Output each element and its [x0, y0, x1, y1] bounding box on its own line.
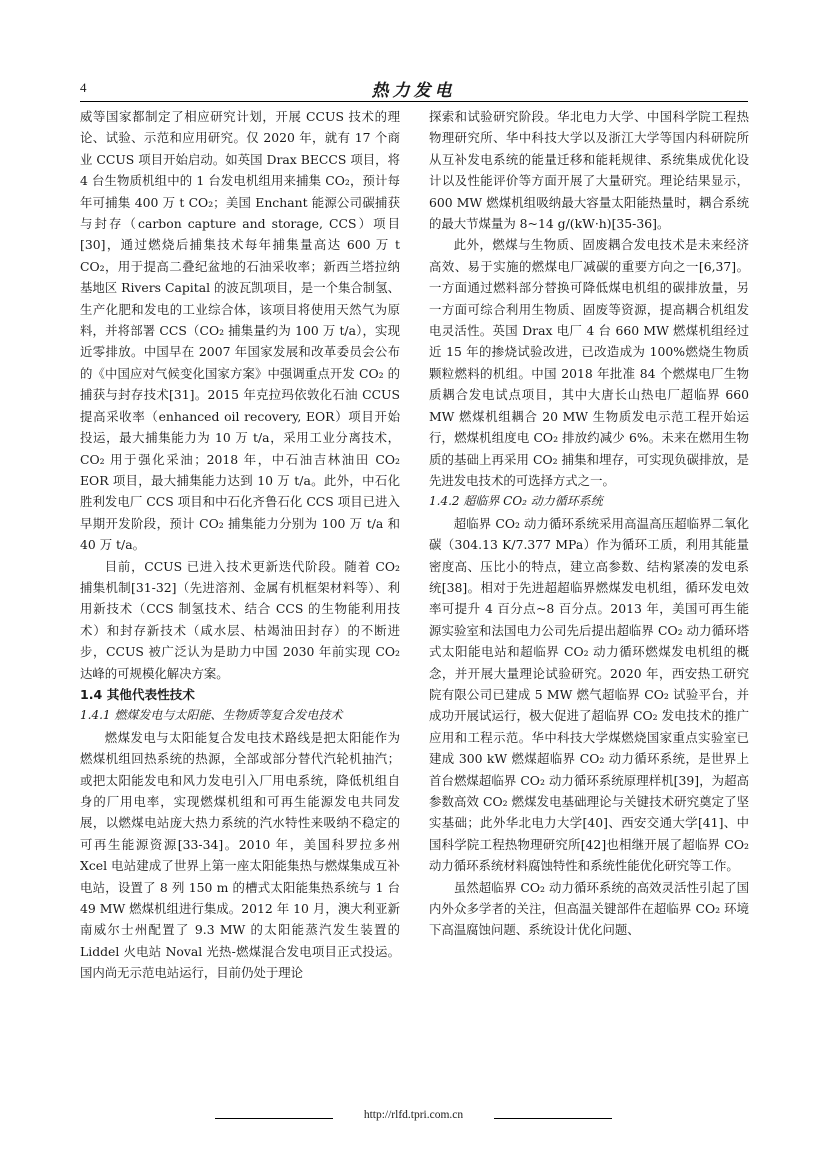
paragraph: 超临界 CO₂ 动力循环系统采用高温高压超临界二氧化碳（304.13 K/7.377 MPa）作为循环工质，利用其能量密度高、压比小的特点，建立高参数、结构紧凑的发电系统[38]。相对于先进超超临界燃煤发电机组，循环发电效率可提升 4 百分点~8 百分点。2013 年，美国可再生能源实验室和法国电力公司先后提出超临界 CO₂ 动力循环塔式太阳能电站和超临界 CO₂ 动力循环燃煤发电机组的概念，并开展大量理论试验研究。2020 年，西安热工研究院有限公司已建成 5 MW 燃气超临界 CO₂ 试验平台，并成功开展试运行，极大促进了超临界 CO₂ 发电技术的推广应用和工程示范。华中科技大学煤燃烧国家重点实验室已建成 300 kW 燃煤超临界 CO₂ 动力循环系统，是世界上首台燃煤超临界 CO₂ 动力循环系统原理样机[39]，为超高参数高效 CO₂ 燃煤发电基础理论与关键技术研究奠定了坚实基础；此外华北电力大学[40]、西安交通大学[41]、中国科学院工程热物理研究所[42]也相继开展了超临界 CO₂ 动力循环系统材料腐蚀特性和系统性能优化研究等工作。	[429, 515, 749, 874]
section-heading: 1.4 其他代表性技术	[80, 686, 195, 702]
page-number: 4	[80, 80, 87, 95]
paragraph: 此外，燃煤与生物质、固废耦合发电技术是未来经济高效、易于实施的燃煤电厂减碳的重要方向之一[6,37]。一方面通过燃料部分替换可降低煤电机组的碳排放量，另一方面可综合利用生物质、固废等资源，提高耦合机组发电灵活性。英国 Drax 电厂 4 台 660 MW 燃煤机组经过近 15 年的掺烧试验改进，已改造成为 100%燃烧生物质颗粒燃料的机组。中国 2018 年批准 84 个燃煤电厂生物质耦合发电试点项目，其中大唐长山热电厂超临界 660 MW 燃煤机组耦合 20 MW 生物质发电示范工程开始运行，燃煤机组度电 CO₂ 排放约减少 6%。未来在燃用生物质的基础上再采用 CO₂ 捕集和埋存，可实现负碳排放，是先进发电技术的可选择方式之一。	[429, 237, 749, 488]
paragraph: 燃煤发电与太阳能复合发电技术路线是把太阳能作为燃煤机组回热系统的热源，全部或部分替代汽轮机抽汽；或把太阳能发电和风力发电引入厂用电系统，降低机组自身的厂用电率，实现燃煤机组和可再生能源发电共同发展，以燃煤电站庞大热力系统的汽水特性来吸纳不稳定的可再生能源资源[33-34]。2010 年，美国科罗拉多州 Xcel 电站建成了世界上第一座太阳能集热与燃煤集成互补电站，设置了 8 列 150 m 的槽式太阳能集热系统与 1 台 49 MW 燃煤机组进行集成。2012 年 10 月，澳大利亚新南威尔士州配置了 9.3 MW 的太阳能蒸汽发生装置的 Liddel 火电站 Noval 光热-燃煤混合发电项目正式投运。国内尚无示范电站运行，目前仍处于理论	[80, 729, 400, 981]
header-rule	[80, 101, 748, 102]
left-column	[80, 106, 400, 984]
paragraph: 探索和试验研究阶段。华北电力大学、中国科学院工程热物理研究所、华中科技大学以及浙江大学等国内科研院所从互补发电系统的能量迁移和能耗规律、系统集成优化设计以及性能评价等方面开展了大量研究。理论结果显示，600 MW 燃煤机组吸纳最大容量太阳能热量时，耦合系统的最大节煤量为 8~14 g/(kW·h)[35-36]。	[429, 109, 749, 232]
paragraph: 威等国家都制定了相应研究计划，开展 CCUS 技术的理论、试验、示范和应用研究。仅 2020 年，就有 17 个商业 CCUS 项目开始启动。如英国 Drax BECCS 项目，将 4 台生物质机组中的 1 台发电机组用来捕集 CO₂，预计每年可捕集 400 万 t CO₂；美国 Enchant 能源公司碳捕获与封存（carbon capture and storage, CCS）项目[30]，通过燃烧后捕集技术每年捕集量高达 600 万 t CO₂，用于提高二叠纪盆地的石油采收率；新西兰塔拉纳基地区 Rivers Capital 的波瓦凯项目，是一个集合制氢、生产化肥和发电的工业综合体，该项目将使用天然气为原料，并将部署 CCS（CO₂ 捕集量约为 100 万 t/a），实现近零排放。中国早在 2007 年国家发展和改革委员会公布的《中国应对气候变化国家方案》中强调重点开发 CO₂ 的捕获与封存技术[31]。2015 年克拉玛依敦化石油 CCUS 提高采收率（enhanced oil recovery, EOR）项目开始投运，最大捕集能力为 10 万 t/a，采用工业分离技术，CO₂ 用于强化采油；2018 年，中石油吉林油田 CO₂ EOR 项目，最大捕集能力达到 10 万 t/a。此外，中石化胜利发电厂 CCS 项目和中石化齐鲁石化 CCS 项目已进入早期开发阶段，预计 CO₂ 捕集能力分别为 100 万 t/a 和 40 万 t/a。	[80, 109, 400, 553]
subsection-heading: 1.4.1 燃煤发电与太阳能、生物质等复合发电技术	[80, 708, 343, 723]
footer-rule-right	[494, 1118, 612, 1119]
journal-url[interactable]: http://rlfd.tpri.com.cn	[363, 1109, 464, 1121]
right-column	[429, 106, 749, 941]
paragraph: 虽然超临界 CO₂ 动力循环系统的高效灵活性引起了国内外众多学者的关注，但高温关键部件在超临界 CO₂ 环境下高温腐蚀问题、系统设计优化问题、	[429, 879, 749, 938]
paragraph: 目前，CCUS 已进入技术更新迭代阶段。随着 CO₂ 捕集机制[31-32]（先进溶剂、金属有机框架材料等）、利用新技术（CCS 制氢技术、结合 CCS 的生物能利用技术）和封存新技术（咸水层、枯竭油田封存）的不断进步，CCUS 被广泛认为是助力中国 2030 年前实现 CO₂ 达峰的可规模化解决方案。	[80, 558, 400, 681]
journal-name: 热力发电	[371, 81, 456, 101]
subsection-heading: 1.4.2 超临界 CO₂ 动力循环系统	[429, 494, 603, 509]
